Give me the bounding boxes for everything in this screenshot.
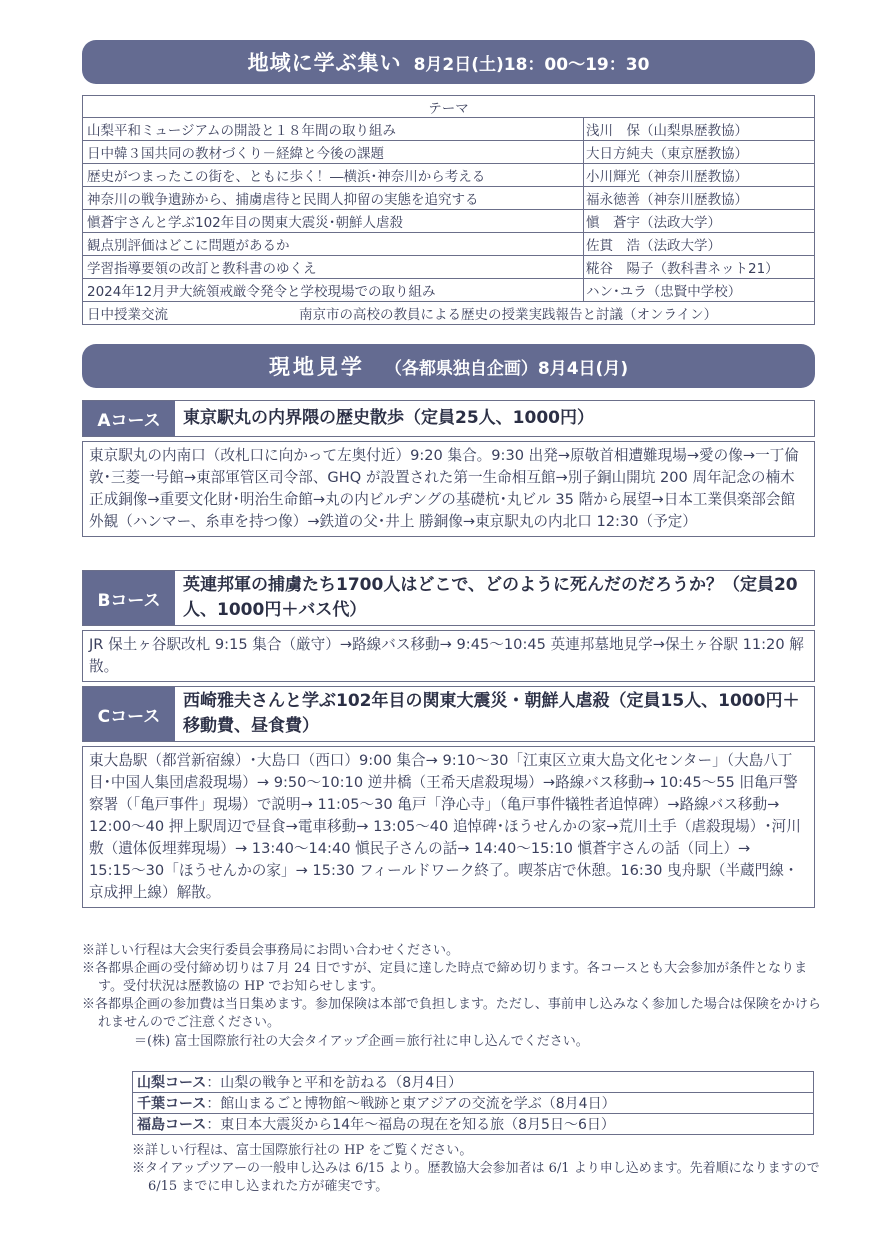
- meeting-title: 地域に学ぶ集い: [247, 51, 402, 75]
- speaker-cell: 小川輝光（神奈川歴教協）: [584, 164, 815, 187]
- course-a-label: Aコース: [83, 401, 175, 436]
- course-a-header: [82, 400, 815, 437]
- notes: [82, 942, 822, 1051]
- note-item: ※各都県企画の受付締め切りは７月 24 日ですが、定員に達した時点で締め切ります。各コースとも大会参加が条件となります。受付状況は歴教協の HP でお知らせします。: [82, 961, 808, 994]
- speaker-cell: 大日方純夫（東京歴教協）: [584, 141, 815, 164]
- topic-cell: 2024年12月尹大統領戒厳令発令と学校現場での取り組み: [83, 279, 584, 302]
- course-c: [82, 686, 815, 908]
- topic-cell: 学習指導要領の改訂と教科書のゆくえ: [83, 256, 584, 279]
- course-c-title: 西崎雅夫さんと学ぶ102年目の関東大震災・朝鮮人虐殺（定員15人、1000円＋移動費、昼食費）: [183, 691, 800, 736]
- table-row: [83, 141, 815, 164]
- speaker-cell: ハン･ユラ（忠賢中学校）: [584, 279, 815, 302]
- course-b-title: 英連邦軍の捕虜たち1700人はどこで、どのように死んだのだろうか？（定員20人、1000円＋バス代）: [183, 575, 798, 620]
- theme-header-row: [83, 96, 815, 118]
- note-item: ※タイアップツアーの一般申し込みは 6/15 より。歴教協大会参加者は 6/1 より申し込めます。先着順になりますので 6/15 までに申し込まれた方が確実です。: [132, 1161, 820, 1194]
- table-row: [83, 279, 815, 302]
- topic-cell: 神奈川の戦争遺跡から、捕虜虐待と民間人抑留の実態を追究する: [83, 187, 584, 210]
- exchange-cell: [83, 302, 815, 325]
- table-row: [133, 1114, 814, 1135]
- course-b-header: [82, 570, 815, 626]
- table-row: [83, 187, 815, 210]
- tour-desc: ：館山まるごと博物館〜戦跡と東アジアの交流を学ぶ（8月4日）: [206, 1096, 616, 1112]
- speaker-cell: 糀谷 陽子（教科書ネット21）: [584, 256, 815, 279]
- topic-cell: 愼蒼宇さんと学ぶ102年目の関東大震災･朝鮮人虐殺: [83, 210, 584, 233]
- speaker-cell: 福永徳善（神奈川歴教協）: [584, 187, 815, 210]
- note-item: ※詳しい行程は大会実行委員会事務局にお問い合わせください。: [82, 943, 460, 958]
- exchange-topic: 日中授業交流: [87, 307, 168, 323]
- table-row: [133, 1093, 814, 1114]
- tour-desc: ：東日本大震災から14年〜福島の現在を知る旅（8月5日〜6日）: [206, 1117, 615, 1133]
- topic-cell: 日中韓３国共同の教材づくり－経緯と今後の課題: [83, 141, 584, 164]
- theme-header: テーマ: [83, 96, 815, 118]
- table-row: [83, 256, 815, 279]
- exchange-detail: 南京市の高校の教員による歴史の授業実践報告と討議（オンライン）: [299, 307, 718, 323]
- topic-cell: 観点別評価はどこに問題があるか: [83, 233, 584, 256]
- tour-name: 福島コース: [137, 1117, 207, 1133]
- fieldtrip-title: 現地見学: [268, 355, 365, 379]
- course-b-label: Bコース: [83, 571, 175, 625]
- fieldtrip-subtitle: （各都県独自企画）8月4日(月): [384, 358, 629, 379]
- table-row: [83, 233, 815, 256]
- table-row: [133, 1072, 814, 1093]
- fieldtrip-banner: [82, 344, 815, 388]
- meeting-banner: [82, 40, 815, 84]
- tour-name: 山梨コース: [137, 1075, 207, 1091]
- tour-cell: [133, 1093, 814, 1114]
- tour-cell: [133, 1114, 814, 1135]
- theme-table: [82, 95, 815, 325]
- note-item: ※詳しい行程は、富士国際旅行社の HP をご覧ください。: [132, 1143, 473, 1158]
- speaker-cell: 佐貫 浩（法政大学）: [584, 233, 815, 256]
- tour-desc: ：山梨の戦争と平和を訪ねる（8月4日）: [206, 1075, 463, 1091]
- speaker-cell: 愼 蒼宇（法政大学）: [584, 210, 815, 233]
- topic-cell: 山梨平和ミュージアムの開設と１８年間の取り組み: [83, 118, 584, 141]
- tour-cell: [133, 1072, 814, 1093]
- tieup-heading: ＝(株) 富士国際旅行社の大会タイアップ企画＝旅行社に申し込んでください。: [134, 1034, 589, 1049]
- course-a-body: 東京駅丸の内南口（改札口に向かって左奥付近）9:20 集合。9:30 出発→原敬首相遭難現場→愛の像→一丁倫敦･三菱一号館→東部軍管区司令部、GHQ が設置された第一生命相互館→別子銅山開坑 200 周年記念の楠木正成銅像→重要文化財･明治生命館→丸の内ビルヂングの基礎杭･丸ビル 35 階から展望→日本工業倶楽部会館外観（ハンマー、糸車を持つ像）→鉄道の父･井上 勝銅像→東京駅丸の内北口 12:30（予定）: [82, 441, 815, 537]
- topic-cell: 歴史がつまったこの街を、ともに歩く！―横浜･神奈川から考える: [83, 164, 584, 187]
- course-c-header: [82, 686, 815, 742]
- tour-notes: [132, 1142, 822, 1196]
- tour-name: 千葉コース: [137, 1096, 207, 1112]
- table-row: [83, 118, 815, 141]
- meeting-datetime: 8月2日(土)18：00〜19：30: [413, 54, 650, 75]
- course-c-label: Cコース: [83, 687, 175, 741]
- note-item: ※各都県企画の参加費は当日集めます。参加保険は本部で負担します。ただし、事前申し込みなく参加した場合は保険をかけられませんのでご注意ください。: [82, 997, 821, 1030]
- course-c-body: 東大島駅（都営新宿線）･大島口（西口）9:00 集合→ 9:10〜30「江東区立東大島文化センター」（大島八丁目･中国人集団虐殺現場）→ 9:50〜10:10 逆井橋（王希天虐殺現場）→路線バス移動→ 10:45〜55 旧亀戸警察署（「亀戸事件」現場）で説明→ 11:05〜30 亀戸「浄心寺」（亀戸事件犠牲者追悼碑）→路線バス移動→ 12:00〜40 押上駅周辺で昼食→電車移動→ 13:05〜40 追悼碑･ほうせんかの家→荒川土手（虐殺現場）･河川敷（遺体仮埋葬現場）→ 13:40〜14:40 愼民子さんの話→ 14:40〜15:10 愼蒼宇さんの話（同上）→ 15:15〜30「ほうせんかの家」→ 15:30 フィールドワーク終了。喫茶店で休憩。16:30 曳舟駅（半蔵門線・京成押上線）解散。: [82, 746, 815, 908]
- table-row: [83, 210, 815, 233]
- course-a: [82, 400, 815, 537]
- tours-table: [132, 1071, 814, 1135]
- course-b: [82, 570, 815, 682]
- course-b-body: JR 保土ヶ谷駅改札 9:15 集合（厳守）→路線バス移動→ 9:45〜10:45 英連邦墓地見学→保土ヶ谷駅 11:20 解散。: [82, 630, 815, 682]
- table-row: [83, 302, 815, 325]
- speaker-cell: 浅川 保（山梨県歴教協）: [584, 118, 815, 141]
- table-row: [83, 164, 815, 187]
- course-a-title: 東京駅丸の内界隈の歴史散歩（定員25人、1000円）: [183, 408, 594, 428]
